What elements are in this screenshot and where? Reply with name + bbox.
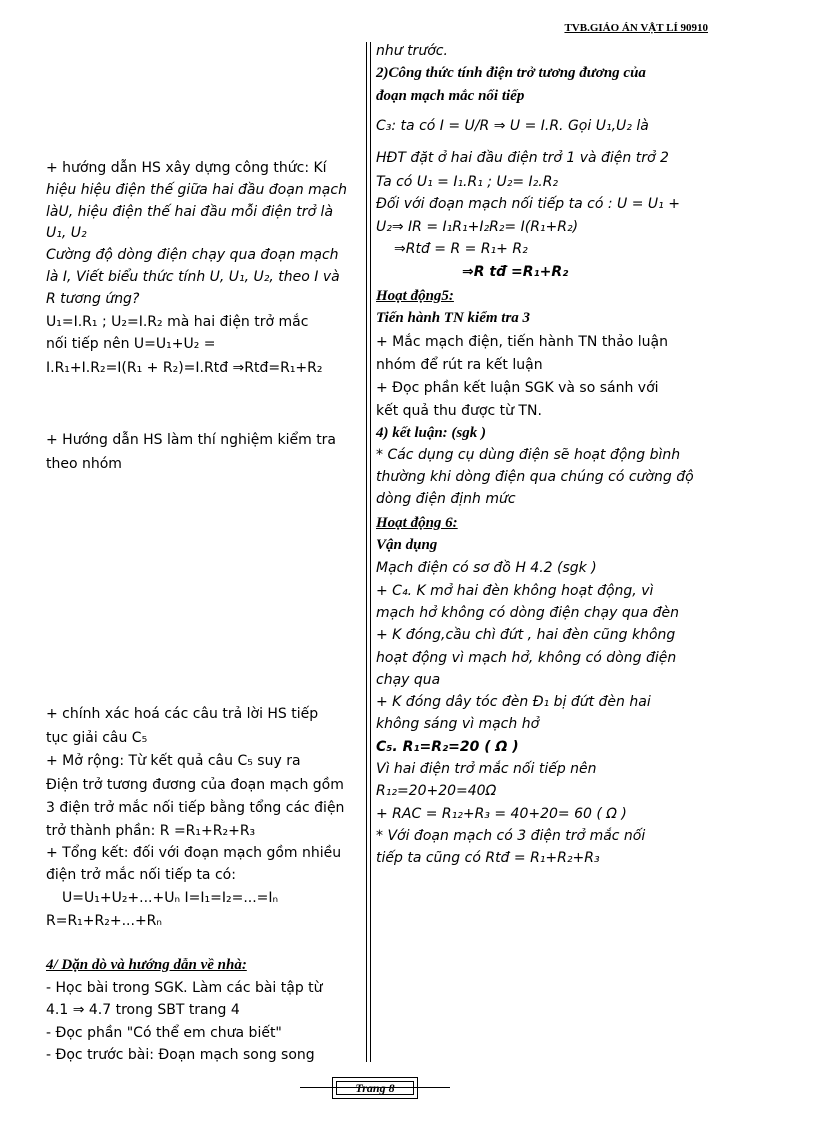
right-line: + C₄. K mở hai đèn không hoạt động, vì [376, 583, 654, 599]
left-line: U₁, U₂ [46, 225, 87, 241]
page-header: TVB.GIÁO ÁN VẬT LÍ 90910 [564, 22, 708, 34]
right-line: R₁₂=20+20=40Ω [376, 783, 497, 799]
right-line: * Với đoạn mạch có 3 điện trở mắc nối [376, 828, 646, 844]
left-line: - Đọc trước bài: Đoạn mạch song song [46, 1047, 315, 1063]
right-line: HĐT đặt ở hai đầu điện trở 1 và điện trở 2 [376, 150, 669, 166]
section-heading: đoạn mạch mắc nối tiếp [376, 88, 525, 104]
section-heading: Hoạt động5: [376, 288, 454, 304]
right-line: thường khi dòng điện qua chúng có cường độ [376, 469, 694, 485]
section-heading: 4) kết luận: (sgk ) [376, 425, 486, 441]
section-heading: 2)Công thức tính điện trở tương đương của [376, 65, 646, 81]
section-heading: 4/ Dặn dò và hướng dẫn về nhà: [46, 957, 247, 973]
left-line: điện trở mắc nối tiếp ta có: [46, 867, 236, 883]
left-line: trở thành phần: R =R₁+R₂+R₃ [46, 823, 256, 839]
left-line: là I, Viết biểu thức tính U, U₁, U₂, theo I và [46, 269, 340, 285]
right-line: + K đóng dây tóc đèn Đ₁ bị đứt đèn hai [376, 694, 651, 710]
section-heading: Hoạt động 6: [376, 515, 458, 531]
right-line: * Các dụng cụ dùng điện sẽ hoạt động bình [376, 447, 681, 463]
right-line: như trước. [376, 43, 448, 59]
left-line: hiệu hiệu điện thế giữa hai đầu đoạn mạch [46, 182, 347, 198]
section-heading: Vận dụng [376, 537, 438, 553]
left-line: U₁=I.R₁ ; U₂=I.R₂ mà hai điện trở mắc [46, 314, 309, 330]
left-line: U=U₁+U₂+...+Uₙ I=I₁=I₂=...=Iₙ [62, 890, 279, 906]
right-line: dòng điện định mức [376, 491, 516, 507]
right-line: Vì hai điện trở mắc nối tiếp nên [376, 761, 597, 777]
right-line: kết quả thu được từ TN. [376, 403, 542, 419]
left-line: - Học bài trong SGK. Làm các bài tập từ [46, 980, 323, 996]
right-line: ⇒Rtđ = R = R₁+ R₂ [394, 241, 528, 257]
left-line: + Hướng dẫn HS làm thí nghiệm kiểm tra [46, 432, 337, 448]
left-line: + Tổng kết: đối với đoạn mạch gồm nhiều [46, 845, 342, 861]
left-line: nối tiếp nên U=U₁+U₂ = [46, 336, 216, 352]
right-line: Ta có U₁ = I₁.R₁ ; U₂= I₂.R₂ [376, 174, 559, 190]
right-line: ⇒R tđ =R₁+R₂ [462, 264, 569, 280]
right-line: + K đóng,cầu chì đứt , hai đèn cũng không [376, 627, 676, 643]
right-line: C₅. R₁=R₂=20 ( Ω ) [376, 739, 519, 755]
left-line: Cường độ dòng điện chạy qua đoạn mạch [46, 247, 339, 263]
left-line: 4.1 ⇒ 4.7 trong SBT trang 4 [46, 1002, 240, 1018]
right-line: hoạt động vì mạch hở, không có dòng điện [376, 650, 677, 666]
right-line: C₃: ta có I = U/R ⇒ U = I.R. Gọi U₁,U₂ là [376, 118, 649, 134]
left-line: theo nhóm [46, 456, 122, 472]
right-line: U₂⇒ IR = I₁R₁+I₂R₂= I(R₁+R₂) [376, 219, 579, 235]
right-line: không sáng vì mạch hở [376, 716, 540, 732]
left-line: R tương ứng? [46, 291, 140, 307]
right-line: mạch hở không có dòng điện chạy qua đèn [376, 605, 680, 621]
left-line: + Mở rộng: Từ kết quả câu C₅ suy ra [46, 753, 301, 769]
left-line: I.R₁+I.R₂=I(R₁ + R₂)=I.Rtđ ⇒Rtđ=R₁+R₂ [46, 360, 323, 376]
page-number: Trang 8 [336, 1081, 414, 1095]
section-heading: Tiến hành TN kiểm tra 3 [376, 310, 531, 326]
column-divider [366, 42, 367, 1062]
right-line: + RAC = R₁₂+R₃ = 40+20= 60 ( Ω ) [376, 806, 627, 822]
left-line: Điện trở tương đương của đoạn mạch gồm [46, 777, 344, 793]
left-line: tục giải câu C₅ [46, 730, 148, 746]
right-line: Mạch điện có sơ đồ H 4.2 (sgk ) [376, 560, 597, 576]
left-line: R=R₁+R₂+...+Rₙ [46, 913, 162, 929]
page-number-box [332, 1077, 418, 1099]
right-line: + Mắc mạch điện, tiến hành TN thảo luận [376, 334, 668, 350]
right-line: + Đọc phần kết luận SGK và so sánh với [376, 380, 659, 396]
column-divider [370, 42, 371, 1062]
left-line: + hướng dẫn HS xây dựng công thức: Kí [46, 160, 327, 176]
left-line: + chính xác hoá các câu trả lời HS tiếp [46, 706, 319, 722]
right-line: tiếp ta cũng có Rtđ = R₁+R₂+R₃ [376, 850, 600, 866]
right-line: chạy qua [376, 672, 441, 688]
right-line: nhóm để rút ra kết luận [376, 357, 543, 373]
left-line: - Đọc phần "Có thể em chưa biết" [46, 1025, 282, 1041]
left-line: làU, hiệu điện thế hai đầu mỗi điện trở là [46, 204, 334, 220]
right-line: Đối với đoạn mạch nối tiếp ta có : U = U₁ + [376, 196, 680, 212]
left-line: 3 điện trở mắc nối tiếp bằng tổng các điện [46, 800, 345, 816]
